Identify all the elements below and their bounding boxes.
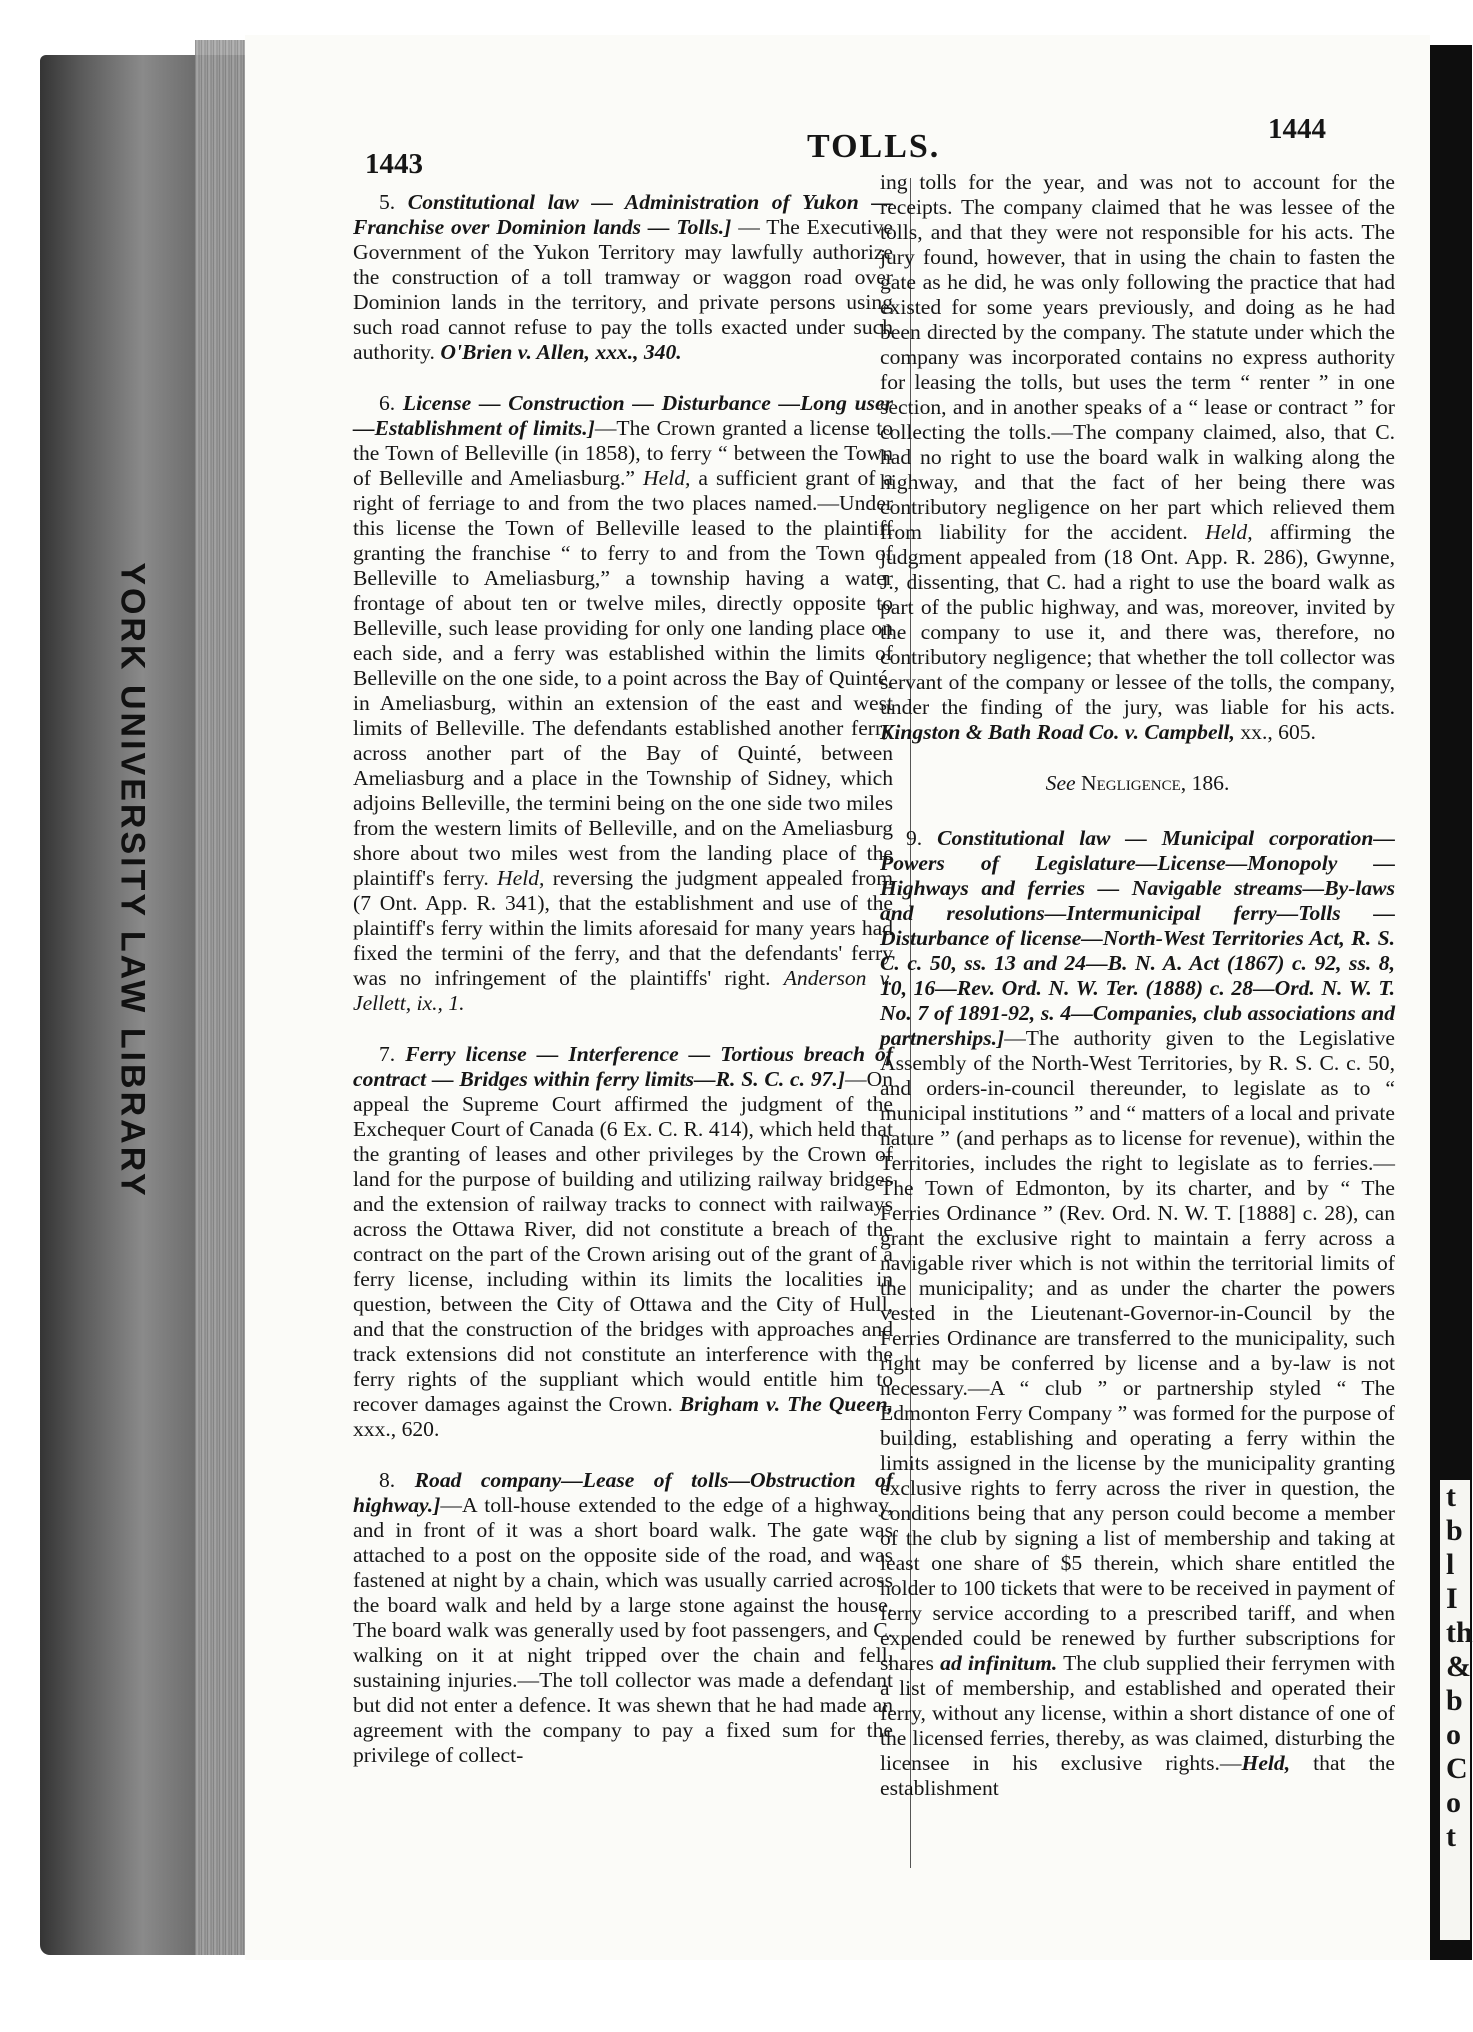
entry-8-continued bbox=[880, 170, 1395, 745]
left-column bbox=[353, 190, 893, 1794]
right-column bbox=[880, 170, 1395, 1827]
scan-margin-bottom bbox=[0, 1960, 1472, 2032]
entry-body: that the establishment bbox=[880, 1751, 1396, 1800]
entry-body: —On appeal the Supreme Court affirmed the judgment of the Exchequer Court of Canada (6 Ex. C. R. 414), which held that the granting of leases and other privileges by the Crown of land for the purpose of building and utilizing railway bridges and the extension of railway tracks to connect with railways across the Ottawa River, did not constitute a breach of the contract on the part of the Crown arising out of the grant of a ferry license, including within its limits the localities in question, between the City of Ottawa and the City of Hull, and that the construction of the bridges with approaches and track extensions did not constitute an interference with the ferry rights of the suppliant which would entitle him to recover damages against the Crown. bbox=[353, 1067, 893, 1416]
running-title: TOLLS. bbox=[807, 128, 941, 165]
entry-9 bbox=[880, 826, 1395, 1801]
page-edges bbox=[195, 40, 245, 1955]
entry-body: The club supplied their ferrymen with a list of membership, and established and operated their ferry, without any license, within a short distance of one of the licensed ferries, thereby, as was claimed, disturbing the licensee in his exclusive rights.— bbox=[880, 1651, 1395, 1775]
entry-number: 7. bbox=[379, 1042, 396, 1066]
entry-heading: Constitutional law — Administration of Yukon — Franchise over Dominion lands — Tolls.] bbox=[353, 190, 893, 239]
entry-citation: Brigham v. The Queen, bbox=[679, 1392, 893, 1416]
see-also bbox=[880, 771, 1395, 796]
entry-6 bbox=[353, 391, 893, 1016]
entry-body: affirming the judgment appealed from (18 Ont. App. R. 286), Gwynne, J., dissenting, that C. had a right to use the board walk as part of the public highway, and was, moreover, invited by the company to use it, and there was, therefore, no contributory negligence; that whether the toll collector was servant of the company or lessee of the tolls, the company, under the finding of the jury, was liable for his acts. bbox=[880, 520, 1395, 719]
entry-body: —A toll-house extended to the edge of a highway, and in front of it was a short board walk. The gate was attached to a post on the opposite side of the road, and was fastened at night by a chain, which was usually carried across the board walk and held by a large stone against the house. The board walk was generally used by foot passengers, and C. walking on it at night tripped over the chain and fell, sustaining injuries.—The toll collector was made a defendant but did not enter a defence. It was shewn that he had made an agreement with the company to pay a fixed sum for the privilege of collect- bbox=[353, 1493, 893, 1767]
page-number-left: 1443 bbox=[365, 148, 423, 180]
entry-heading: Road company—Lease of tolls—Obstruction of highway.] bbox=[353, 1468, 893, 1517]
entry-number: 8. bbox=[379, 1468, 396, 1492]
entry-body: reversing the judgment appealed from (7 Ont. App. R. 341), that the establishment and use of the plaintiff's ferry within the limits aforesaid for many years had fixed the termini of the ferry, and that the defendants' ferry was no infringement of the plaintiffs' right. bbox=[353, 866, 893, 990]
entry-heading: License — Construction — Disturbance —Long user—Establishment of limits.] bbox=[353, 391, 893, 440]
entry-number: 9. bbox=[906, 826, 923, 850]
entry-body: a sufficient grant of a right of ferriage to and from the two places named.—Under this license the Town of Belleville leased to the plaintiff granting the franchise “ to ferry to and from the Town of Belleville to Ameliasburg,” a township having a water frontage of about ten or twelve miles, directly opposite to Belleville, such lease providing for only one landing place on each side, and a ferry was established within the limits of Belleville on the one side, to a point across the Bay of Quinté, in Ameliasburg, within an extension of the east and west limits of Belleville. The defendants established another ferry across another part of the Bay of Quinté, between Ameliasburg and a place in the Township of Sidney, which adjoins Belleville, the termini being on the one side two miles from the western limits of Belleville, and on the Ameliasburg shore about two miles west from the landing place of the plaintiff's ferry. bbox=[353, 466, 893, 890]
held-label: Held, bbox=[643, 466, 691, 490]
see-ref: Negligence bbox=[1081, 771, 1181, 795]
latin-phrase: ad infinitum. bbox=[940, 1651, 1058, 1675]
entry-body: —The Crown granted a license to the Town of Belleville (in 1858), to ferry “ between the Town of Belleville and Ameliasburg.” bbox=[353, 416, 893, 490]
entry-number: 5. bbox=[379, 190, 396, 214]
entry-body: —The authority given to the Legislative Assembly of the North-West Territories, by R. S. C. c. 50, and orders-in-council thereunder, to legislate as to “ municipal institutions ” and “ matters of a local and private nature ” (and perhaps as to license for revenue), within the Territories, includes the right to legislate as to ferries.—The Town of Edmonton, by its charter, and by “ The Ferries Ordinance ” (Rev. Ord. N. W. T. [1888] c. 28), can grant the exclusive right to maintain a ferry across a navigable river which is not within the territorial limits of the municipality; and as under the charter the powers vested in the Lieutenant-Governor-in-Council by the Ferries Ordinance are transferred to the municipality, such right may be conferred by license and a by-law is not necessary.—A “ club ” or partnership styled “ The Edmonton Ferry Company ” was formed for the purpose of building, establishing and operating a ferry within the limits assigned in the license by the municipality granting exclusive rights to ferry across the river in question, the conditions being that any person could become a member of the club by signing a list of membership and taking at least one share of $5 therein, which share entitled the holder to 100 tickets that were to be received in payment of ferry service according to a prescribed tariff, and when expended could be renewed by further subscriptions for shares bbox=[880, 1026, 1395, 1675]
entry-5 bbox=[353, 190, 893, 365]
see-prefix: See bbox=[1045, 771, 1082, 795]
entry-citation-ref: xx., 605. bbox=[1234, 720, 1316, 744]
entry-citation-ref: xxx., 620. bbox=[353, 1417, 440, 1441]
page-number-right: 1444 bbox=[1268, 113, 1326, 145]
entry-body: — The Executive Government of the Yukon Territory may lawfully authorize the construction of a toll tramway or waggon road over Dominion lands in the territory, and private persons using such road cannot refuse to pay the tolls exacted under such authority. bbox=[353, 215, 894, 364]
entry-8 bbox=[353, 1468, 893, 1768]
scan-margin bbox=[0, 0, 40, 2032]
entry-7 bbox=[353, 1042, 893, 1442]
entry-body: ing tolls for the year, and was not to account for the receipts. The company claimed that he was lessee of the tolls, and that they were not responsible for his acts. The jury found, however, that in using the chain to fasten the gate as he did, he was only following the practice that had existed for some years previously, and doing as he had been directed by the company. The statute under which the company was incorporated contains no express authority for leasing the tolls, but uses the term “ renter ” in one section, and in another speaks of a “ lease or contract ” for collecting the tolls.—The company claimed, also, that C. had no right to use the board walk in walking along the highway, and that the fact of her being there was contributory negligence on her part which relieved them from liability for the accident. bbox=[880, 170, 1395, 544]
held-label: Held, bbox=[497, 866, 545, 890]
entry-number: 6. bbox=[379, 391, 396, 415]
spine-label-area bbox=[62, 520, 202, 1240]
entry-heading: Ferry license — Interference — Tortious breach of contract — Bridges within ferry limits—R. S. C. c. 97.] bbox=[353, 1042, 893, 1091]
held-label: Held, bbox=[1241, 1751, 1291, 1775]
spine-label: YORK UNIVERSITY LAW LIBRARY bbox=[113, 561, 152, 1199]
see-page: , 186. bbox=[1180, 771, 1230, 795]
entry-heading: Constitutional law — Municipal corporation—Powers of Legislature—License—Monopoly — Highways and ferries — Navigable streams—By-laws and resolutions—Intermunicipal ferry—Tolls — Disturbance of license—North-West Territories Act, R. S. C. c. 50, ss. 13 and 24—B. N. A. Act (1867) c. 92, ss. 8, 10, 16—Rev. Ord. N. W. Ter. (1888) c. 28—Ord. N. W. T. No. 7 of 1891-92, s. 4—Companies, club associations and partnerships.] bbox=[880, 826, 1396, 1050]
entry-citation: Anderson v. Jellett, ix., 1. bbox=[353, 966, 893, 1015]
entry-citation: O'Brien v. Allen, xxx., 340. bbox=[440, 340, 682, 364]
next-page-fragment: t b l I th & b o C o t bbox=[1440, 1480, 1470, 1940]
held-label: Held, bbox=[1205, 520, 1253, 544]
entry-citation: Kingston & Bath Road Co. v. Campbell, bbox=[880, 720, 1235, 744]
